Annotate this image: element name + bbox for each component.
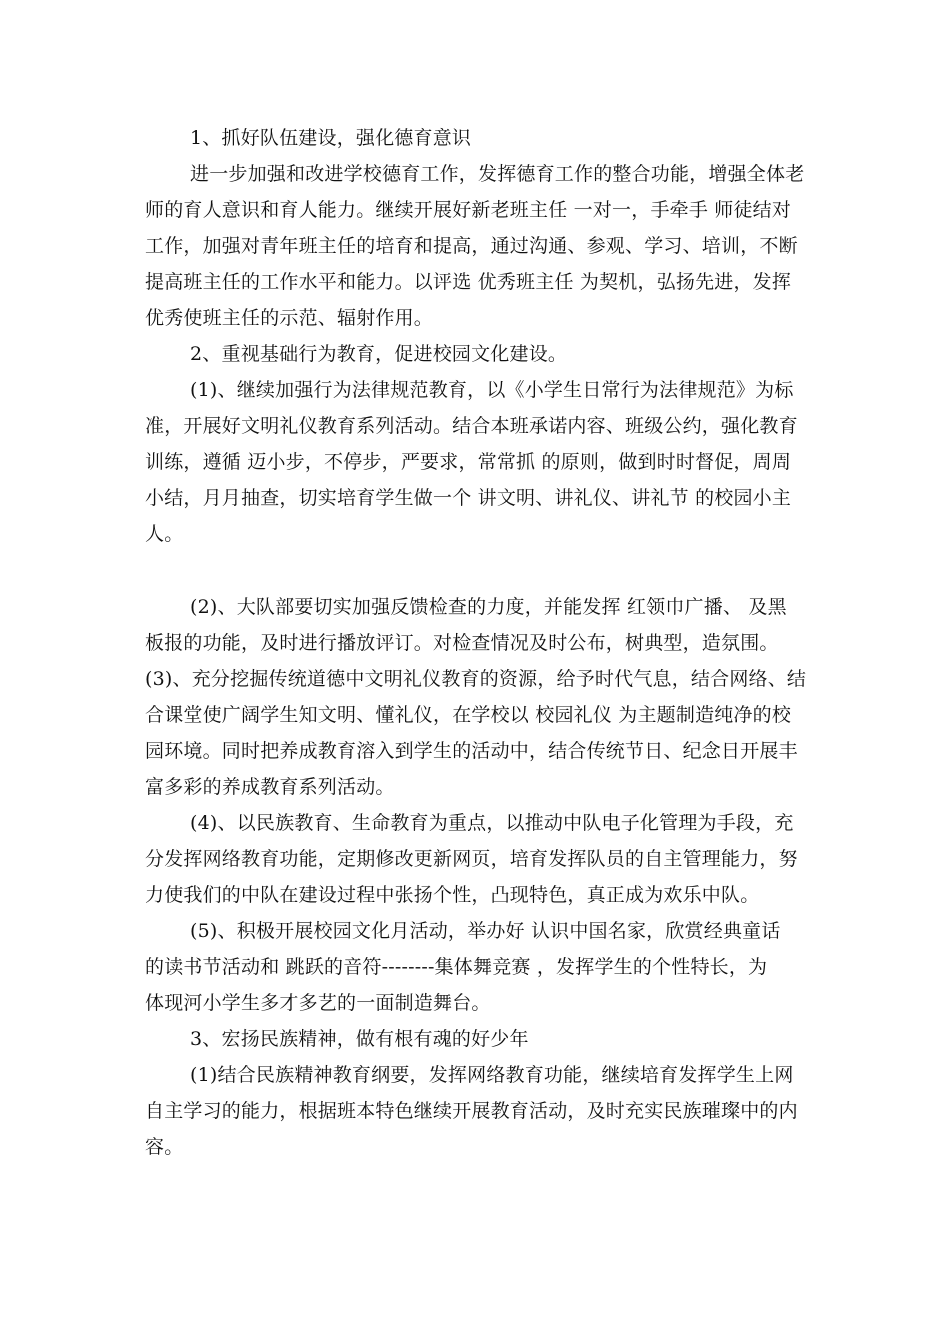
heading-2: 2、重视基础行为教育，促进校园文化建设。 [190,343,568,365]
paragraph-line: (2)、大队部要切实加强反馈检查的力度，并能发挥 红领巾广播、 及黑 [190,596,787,618]
paragraph-line: 富多彩的养成教育系列活动。 [145,776,395,798]
paragraph-line: 小结，月月抽查，切实培育学生做一个 讲文明、讲礼仪、讲礼节 的校园小主 [145,487,792,509]
paragraph-line: 分发挥网络教育功能，定期修改更新网页，培育发挥队员的自主管理能力，努 [145,848,798,870]
paragraph-line: 自主学习的能力，根据班本特色继续开展教育活动，及时充实民族璀璨中的内 [145,1100,798,1122]
paragraph-line: 容。 [145,1136,184,1158]
paragraph-line: (1)、继续加强行为法律规范教育，以《小学生日常行为法律规范》为标 [190,379,794,401]
paragraph-line: 进一步加强和改进学校德育工作，发挥德育工作的整合功能，增强全体老 [190,163,805,185]
paragraph-line: 工作，加强对青年班主任的培育和提高，通过沟通、参观、学习、培训，不断 [145,235,798,257]
paragraph-line: 板报的功能，及时进行播放评订。对检查情况及时公布，树典型，造氛围。 [145,632,779,654]
paragraph-line: 师的育人意识和育人能力。继续开展好新老班主任 一对一，手牵手 师徒结对 [145,199,792,221]
paragraph-line: 的读书节活动和 跳跃的音符--------集体舞竞赛 ，发挥学生的个性特长，为 [145,956,768,978]
paragraph-line: 提高班主任的工作水平和能力。以评选 优秀班主任 为契机，弘扬先进，发挥 [145,271,792,293]
paragraph-line: 准，开展好文明礼仪教育系列活动。结合本班承诺内容、班级公约，强化教育 [145,415,798,437]
heading-3: 3、宏扬民族精神，做有根有魂的好少年 [190,1028,529,1050]
paragraph-line: 训练，遵循 迈小步，不停步，严要求，常常抓 的原则，做到时时督促，周周 [145,451,792,473]
paragraph-line: (5)、积极开展校园文化月活动，举办好 认识中国名家，欣赏经典童话 [190,920,781,942]
paragraph-line: 合课堂使广阔学生知文明、懂礼仪，在学校以 校园礼仪 为主题制造纯净的校 [145,704,792,726]
paragraph-line: (4)、以民族教育、生命教育为重点，以推动中队电子化管理为手段，充 [190,812,794,834]
paragraph-line: 力使我们的中队在建设过程中张扬个性，凸现特色，真正成为欢乐中队。 [145,884,760,906]
paragraph-line: 体现河小学生多才多艺的一面制造舞台。 [145,992,491,1014]
paragraph-line: (1)结合民族精神教育纲要，发挥网络教育功能，继续培育发挥学生上网 [190,1064,794,1086]
paragraph-line: (3)、充分挖掘传统道德中文明礼仪教育的资源，给予时代气息，结合网络、结 [145,668,807,690]
heading-1: 1、抓好队伍建设，强化德育意识 [190,127,472,149]
paragraph-line: 人。 [145,523,184,545]
paragraph-line: 园环境。同时把养成教育溶入到学生的活动中，结合传统节日、纪念日开展丰 [145,740,798,762]
paragraph-line: 优秀使班主任的示范、辐射作用。 [145,307,434,329]
